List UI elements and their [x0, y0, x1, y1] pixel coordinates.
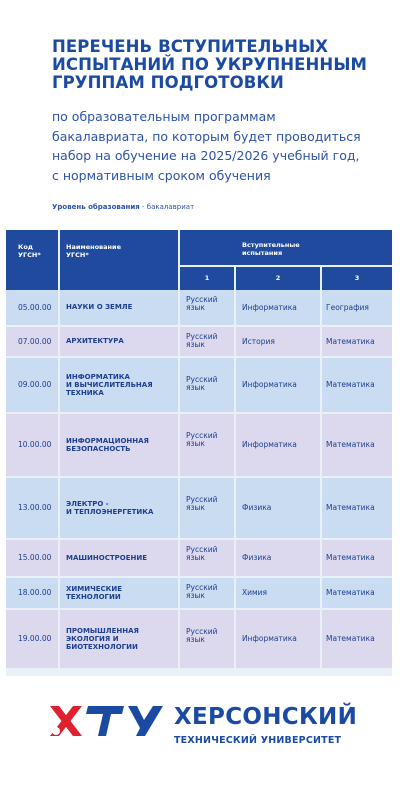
row-exam-2-line: Физика — [242, 503, 272, 512]
row-exam-3 — [326, 635, 375, 643]
row-code — [18, 338, 51, 346]
subtitle-line: набор на обучение на 2025/2026 учебный год, — [52, 148, 360, 164]
row-name-line: ТЕХНОЛОГИИ — [66, 593, 121, 601]
subtitle-line: бакалавриата, по которым будет проводиться — [52, 128, 361, 144]
row-exam-1 — [186, 496, 218, 512]
row-code-line: 13.00.00 — [18, 503, 52, 512]
row-code — [18, 589, 51, 597]
row-name-line: БЕЗОПАСНОСТЬ — [66, 445, 131, 453]
row-exam-1 — [186, 432, 218, 448]
row-exam-2 — [242, 441, 297, 449]
row-exam-3-line: География — [326, 302, 369, 312]
row-exam-1-line: язык — [186, 635, 205, 645]
row-exam-3-line: Математика — [326, 553, 375, 562]
row-exam-2-line: Информатика — [242, 634, 297, 643]
row-code — [18, 304, 51, 312]
row-exam-1-line: язык — [186, 439, 205, 449]
row-exam-3 — [326, 304, 369, 312]
logo-u-shape — [128, 706, 163, 736]
row-code-line: 15.00.00 — [18, 553, 52, 562]
row-name-line: БИОТЕХНОЛОГИИ — [66, 643, 138, 652]
university-logo — [50, 706, 165, 736]
row-exam-1-line: язык — [186, 303, 205, 313]
row-exam-2 — [242, 504, 271, 512]
row-name-line: И ВЫЧИСЛИТЕЛЬНАЯ — [66, 380, 153, 389]
row-name-line: ЭКОЛОГИЯ И — [66, 634, 119, 643]
row-exam-1-line: язык — [186, 383, 205, 393]
row-exam-2-line: Информатика — [242, 380, 297, 389]
row-code — [18, 635, 51, 643]
row-exam-2 — [242, 338, 275, 346]
row-exam-1-line: Русский — [186, 627, 218, 636]
header-exams-sub: испытания — [242, 248, 283, 257]
row-exam-2-line: Информатика — [242, 440, 297, 449]
row-name-line: ЭЛЕКТРО - — [66, 499, 109, 508]
row-name — [66, 554, 147, 562]
title-line: ГРУППАМ ПОДГОТОВКИ — [52, 73, 284, 92]
row-code-line: 19.00.00 — [18, 634, 52, 643]
row-name-line: АРХИТЕКТУРА — [66, 337, 124, 346]
header-exam-3: 3 — [322, 267, 392, 290]
row-exam-3 — [326, 338, 375, 346]
row-exam-1-line: язык — [186, 591, 205, 601]
row-exam-3 — [326, 441, 375, 449]
row-name — [66, 373, 153, 398]
row-name — [66, 500, 153, 516]
row-exam-2 — [242, 589, 267, 597]
row-exam-2-line: Информатика — [242, 302, 297, 312]
row-name-line: ХИМИЧЕСКИЕ — [66, 584, 123, 593]
row-name-line: НАУКИ О ЗЕМЛЕ — [66, 303, 133, 312]
row-exam-1 — [186, 376, 218, 392]
header-exam-1: 1 — [180, 267, 234, 290]
row-exam-3-line: Математика — [326, 336, 375, 346]
row-exam-1-line: Русский — [186, 431, 218, 440]
row-exam-2 — [242, 635, 297, 643]
row-code-line: 09.00.00 — [18, 380, 52, 389]
row-exam-2-line: История — [242, 336, 275, 346]
row-name-line: МАШИНОСТРОЕНИЕ — [66, 553, 147, 562]
row-exam-3 — [326, 381, 375, 389]
logo-t-shape — [86, 706, 124, 736]
row-code-line: 05.00.00 — [18, 302, 52, 312]
header-name-cell — [60, 230, 178, 290]
header-code-sub: УГСН* — [18, 250, 41, 259]
row-exam-2 — [242, 304, 297, 312]
exams-table — [6, 230, 392, 676]
row-exam-2 — [242, 554, 271, 562]
row-exam-2-line: Физика — [242, 553, 272, 562]
row-exam-1-line: Русский — [186, 295, 218, 304]
subtitle-line: по образовательным программам — [52, 109, 276, 124]
row-exam-3-line: Математика — [326, 380, 375, 389]
row-exam-1 — [186, 333, 218, 349]
title-line: ПЕРЕЧЕНЬ ВСТУПИТЕЛЬНЫХ — [52, 37, 329, 56]
row-exam-1 — [186, 296, 218, 312]
row-name-line: ИНФОРМАТИКА — [66, 372, 130, 381]
row-exam-3-line: Математика — [326, 440, 375, 449]
row-code — [18, 381, 51, 389]
education-level-value: - бакалавриат — [139, 203, 195, 211]
row-exam-3-line: Математика — [326, 634, 375, 643]
row-exam-1-line: язык — [186, 340, 205, 350]
row-exam-3 — [326, 504, 375, 512]
row-exam-3-line: Математика — [326, 588, 375, 597]
header-name-sub: УГСН* — [66, 250, 89, 259]
title-line: ИСПЫТАНИЙ ПО УКРУПНЕННЫМ — [52, 55, 368, 74]
row-exam-1-line: Русский — [186, 583, 218, 592]
row-code — [18, 441, 51, 449]
row-exam-3 — [326, 589, 375, 597]
education-level-label: Уровень образования — [52, 203, 140, 211]
row-exam-2-line: Химия — [242, 588, 268, 597]
row-name — [66, 437, 149, 453]
row-exam-1-line: язык — [186, 503, 205, 513]
page-title — [52, 38, 392, 92]
row-exam-3-line: Математика — [326, 503, 375, 512]
row-exam-1 — [186, 628, 218, 644]
row-code-line: 10.00.00 — [18, 440, 52, 449]
page-subtitle — [52, 107, 392, 185]
row-exam-1-line: Русский — [186, 545, 218, 554]
row-code-line: 07.00.00 — [18, 336, 52, 346]
row-exam-1 — [186, 584, 218, 600]
university-name: ХЕРСОНСКИЙ — [174, 704, 358, 730]
row-code — [18, 504, 51, 512]
row-exam-1-line: Русский — [186, 332, 218, 341]
subtitle-line: с нормативным сроком обучения — [52, 167, 271, 183]
row-exam-1-line: язык — [186, 553, 205, 563]
row-name-line: ИНФОРМАЦИОННАЯ — [66, 436, 149, 445]
header-exams-label: Вступительные — [242, 241, 300, 249]
header-name-label: Наименование — [66, 243, 122, 251]
row-exam-3 — [326, 554, 375, 562]
row-exam-1-line: Русский — [186, 375, 218, 384]
row-name — [66, 337, 124, 345]
header-exam-2: 2 — [236, 267, 320, 290]
row-code-line: 18.00.00 — [18, 588, 52, 597]
university-subtitle: ТЕХНИЧЕСКИЙ УНИВЕРСИТЕТ — [174, 735, 342, 746]
row-code — [18, 554, 51, 562]
header-exams-cell — [180, 230, 392, 265]
row-exam-2 — [242, 381, 297, 389]
row-name — [66, 303, 132, 311]
education-level — [52, 203, 194, 211]
header-code-label: Код — [18, 243, 34, 251]
row-name — [66, 585, 122, 601]
row-name-line: ТЕХНИКА — [66, 389, 104, 398]
row-exam-1-line: Русский — [186, 495, 218, 504]
logo-dot-cutout — [52, 727, 60, 735]
row-name-line: И ТЕПЛОЭНЕРГЕТИКА — [66, 508, 154, 516]
row-name — [66, 627, 139, 652]
header-code-cell — [6, 230, 58, 290]
row-name-line: ПРОМЫШЛЕННАЯ — [66, 626, 139, 635]
row-exam-1 — [186, 546, 218, 562]
